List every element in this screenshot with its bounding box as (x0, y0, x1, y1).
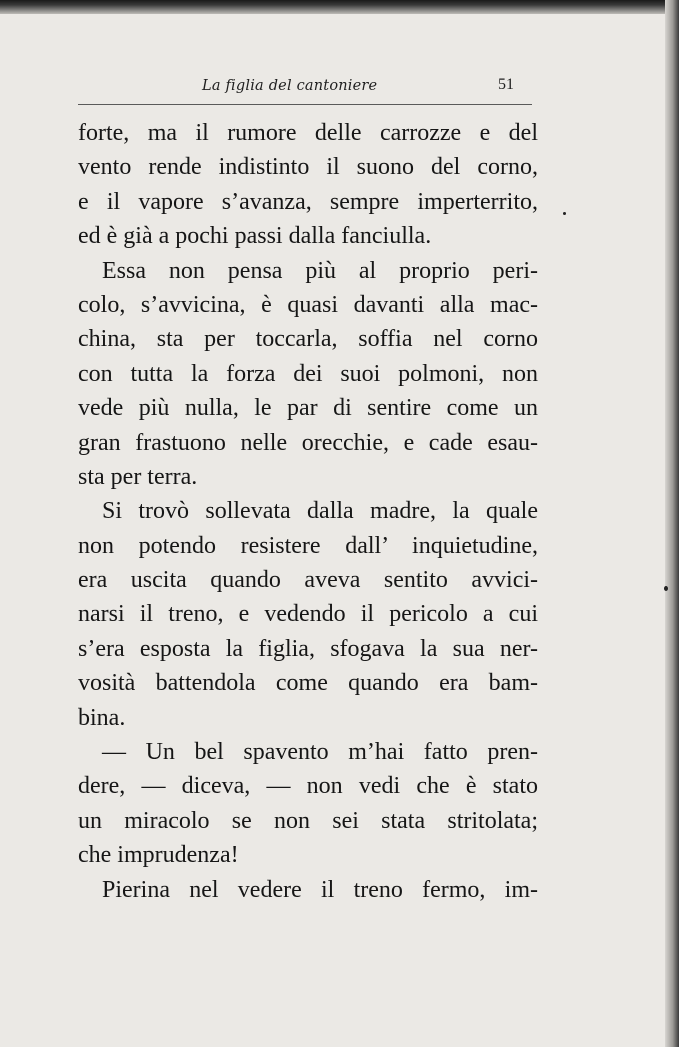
text-line: non potendo resistere dall’ inquietudine, (78, 532, 538, 559)
text-line: vento rende indistinto il suono del corno, (78, 154, 538, 181)
text-line: s’era esposta la figlia, sfogava la sua ner- (78, 635, 538, 662)
text-line: sta per terra. (78, 463, 198, 490)
text-line: bina. (78, 704, 126, 731)
text-line: — Un bel spavento m’hai fatto pren- (102, 739, 538, 766)
ink-speck (563, 212, 566, 215)
text-line: ed è già a pochi passi dalla fanciulla. (78, 223, 432, 250)
body-text (78, 116, 538, 907)
text-line: forte, ma il rumore delle carrozze e del (78, 120, 538, 146)
text-line: narsi il treno, e vedendo il pericolo a cui (78, 601, 538, 628)
text-line: china, sta per toccarla, soffia nel corno (78, 326, 538, 353)
page-right-edge (665, 0, 679, 1047)
text-line: e il vapore s’avanza, sempre imperterrito, (78, 188, 538, 215)
page-top-edge (0, 0, 679, 14)
text-line: Si trovò sollevata dalla madre, la quale (102, 498, 538, 525)
text-line: con tutta la forza dei suoi polmoni, non (78, 360, 538, 387)
text-line: che imprudenza! (78, 842, 239, 869)
text-line: dere, — diceva, — non vedi che è stato (78, 773, 538, 800)
text-line: colo, s’avvicina, è quasi davanti alla mac- (78, 291, 538, 318)
text-line: vede più nulla, le par di sentire come un (78, 395, 538, 422)
running-head: La figlia del cantoniere (202, 78, 378, 94)
text-line: era uscita quando aveva sentito avvici- (78, 567, 538, 594)
text-line: un miracolo se non sei stata stritolata; (78, 807, 538, 834)
text-line: Essa non pensa più al proprio peri- (102, 257, 538, 284)
text-line: vosità battendola come quando era bam- (78, 670, 538, 697)
text-line: Pierina nel vedere il treno fermo, im- (102, 876, 538, 903)
header-rule (78, 104, 532, 105)
page-number: 51 (498, 76, 514, 93)
ink-speck (664, 586, 668, 591)
text-line: gran frastuono nelle orecchie, e cade esau- (78, 429, 538, 456)
